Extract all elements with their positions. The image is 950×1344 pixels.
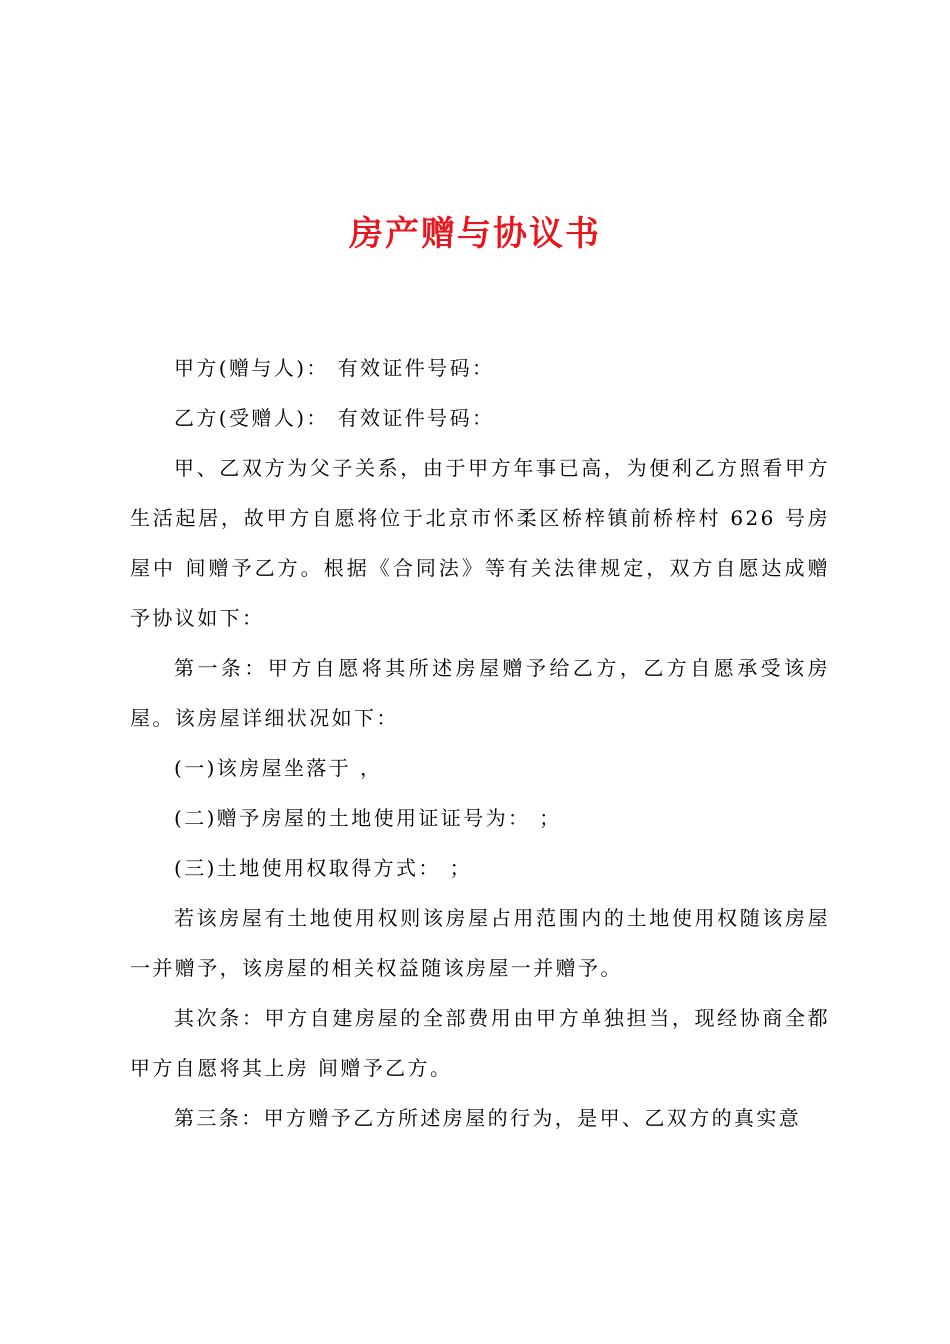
article-one-paragraph: 第一条：甲方自愿将其所述房屋赠予给乙方，乙方自愿承受该房屋。该房屋详细状况如下： — [130, 656, 830, 730]
item-three-land-acquisition: (三)土地使用权取得方式： ； — [174, 856, 472, 880]
article-two-paragraph: 其次条：甲方自建房屋的全部费用由甲方单独担当，现经协商全都甲方自愿将其上房 间赠予乙方。 — [130, 1006, 830, 1080]
land-rights-paragraph: 若该房屋有土地使用权则该房屋占用范围内的土地使用权随该房屋一并赠予，该房屋的相关权益随该房屋一并赠予。 — [130, 906, 830, 980]
item-two-land-certificate: (二)赠予房屋的土地使用证证号为： ； — [174, 806, 562, 830]
party-b-line: 乙方(受赠人)： 有效证件号码： — [174, 406, 495, 430]
item-one-location: (一)该房屋坐落于 ， — [174, 756, 383, 780]
document-title: 房产赠与协议书 — [349, 214, 601, 254]
document-body — [130, 343, 830, 1143]
party-a-line: 甲方(赠与人)： 有效证件号码： — [174, 356, 495, 380]
article-three-paragraph: 第三条：甲方赠予乙方所述房屋的行为，是甲、乙双方的真实意 — [174, 1106, 802, 1130]
preamble-paragraph: 甲、乙双方为父子关系，由于甲方年事已高，为便利乙方照看甲方生活起居，故甲方自愿将位于北京市怀柔区桥梓镇前桥梓村 626 号房屋中 间赠予乙方。根据《合同法》等有关法律规定，双方自愿达成赠予协议如下： — [130, 456, 830, 630]
